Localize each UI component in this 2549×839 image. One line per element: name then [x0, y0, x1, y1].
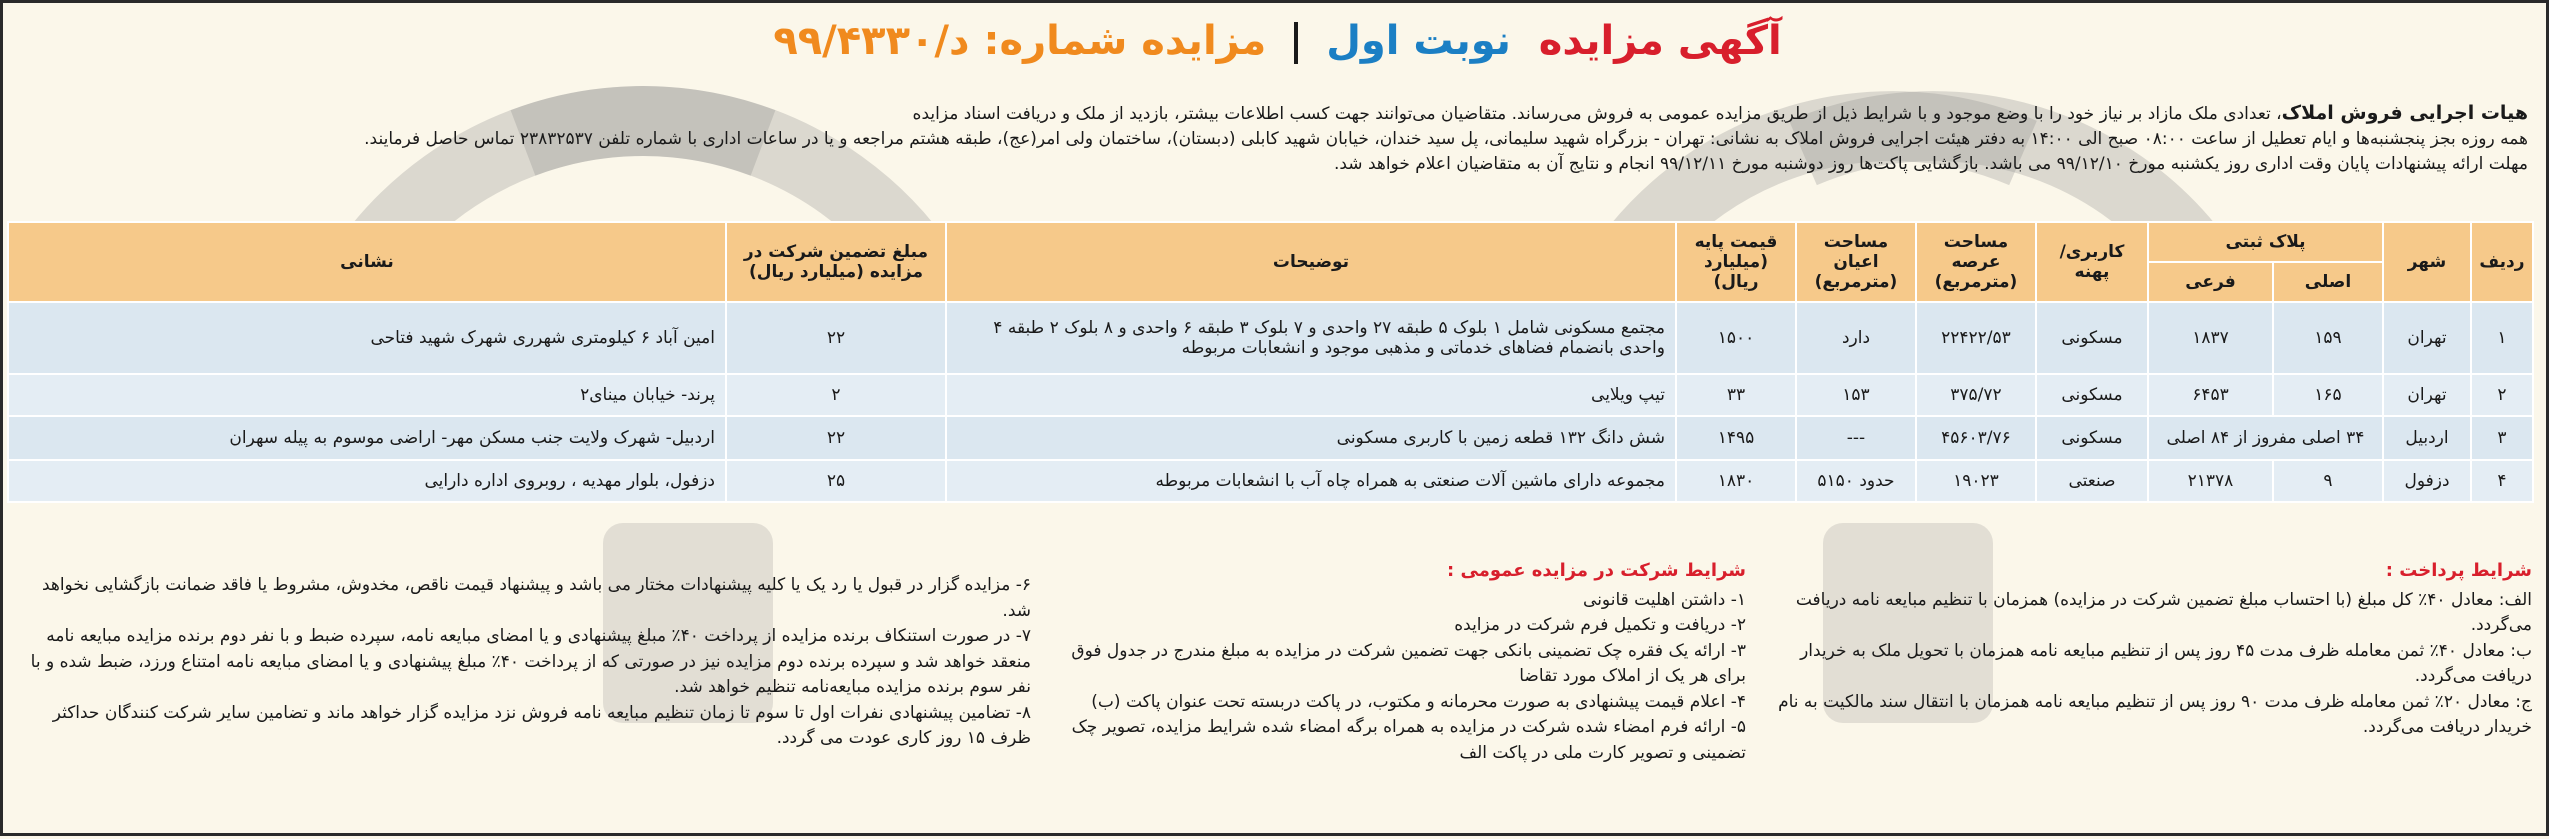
cell-city: دزفول	[2383, 460, 2471, 502]
cell-address: امین آباد ۶ کیلومتری شهرری شهرک شهید فتاحی	[8, 302, 726, 374]
cell-plaque-main: ۱۶۵	[2273, 374, 2383, 416]
conditions-title: شرایط شرکت در مزایده عمومی :	[1447, 560, 1746, 581]
header-plaque-sub: فرعی	[2148, 262, 2273, 302]
condition-item: ۳- ارائه یک فقره چک تضمینی بانکی جهت تضمین شرکت در مزایده به مبلغ مندرج در جدول فوق برای هر یک از املاک مورد تقاضا	[1071, 640, 1746, 686]
payment-term-b: ب: معادل ۴۰٪ ثمن معامله ظرف مدت ۴۵ روز پس از تنظیم مبایعه نامه همزمان با تحویل ملک به خریدار دریافت می‌گردد.	[1800, 640, 2532, 686]
rule-item: ۶- مزایده گزار در قبول یا رد یک یا کلیه پیشنهادات مختار می باشد و پیشنهاد قیمت ناقص، مخدوش، مشروط یا فاقد ضمانت بازگشایی نخواهد شد.	[41, 575, 1031, 621]
cell-land-area: ۴۵۶۰۳/۷۶	[1916, 416, 2036, 460]
cell-building-area: ۱۵۳	[1796, 374, 1916, 416]
header-city: شهر	[2383, 222, 2471, 302]
board-name: هیات اجرایی فروش املاک	[2281, 102, 2528, 124]
cell-address: دزفول، بلوار مهدیه ، روبروی اداره دارایی	[8, 460, 726, 502]
header-base-price: قیمت پایه (میلیارد ریال)	[1676, 222, 1796, 302]
cell-deposit: ۲	[726, 374, 946, 416]
cell-base-price: ۱۸۳۰	[1676, 460, 1796, 502]
cell-building-area: دارد	[1796, 302, 1916, 374]
condition-item: ۵- ارائه فرم امضاء شده شرکت در مزایده به همراه برگه امضاء شده شرایط مزایده، تصویر چک تضمینی و تصویر کارت ملی در پاکت الف	[1071, 717, 1746, 763]
cell-deposit: ۲۲	[726, 416, 946, 460]
cell-description: شش دانگ ۱۳۲ قطعه زمین با کاربری مسکونی	[946, 416, 1676, 460]
table-row	[8, 302, 2533, 374]
header-usage: کاربری/پهنه	[2036, 222, 2148, 302]
participation-conditions	[1046, 558, 1746, 766]
cell-row-number: ۱	[2471, 302, 2533, 374]
rule-item: ۷- در صورت استنکاف برنده مزایده از پرداخت ۴۰٪ مبلغ پیشنهادی و یا امضای مبایعه نامه، سپرده ضبط و با نفر دوم برنده مزایده مبایعه نامه منعقد خواهد شد و سپرده برنده دوم مزایده نیز در صورتی که از پرداخت ۴۰٪ مبلغ پیشنهادی و یا امضای مبایعه نامه امتناع ورزد، ضبط شده و با نفر سوم برنده مزایده مبایعه‌نامه تنظیم خواهد شد.	[30, 626, 1031, 697]
cell-building-area: ---	[1796, 416, 1916, 460]
cell-description: مجموعه دارای ماشین آلات صنعتی به همراه چاه آب با انشعابات مربوطه	[946, 460, 1676, 502]
intro-line-3: مهلت ارائه پیشنهادات پایان وقت اداری روز یکشنبه مورخ ۹۹/۱۲/۱۰ می باشد. بازگشایی پاکت‌ها روز دوشنبه مورخ ۹۹/۱۲/۱۱ انجام و نتایج آن به متقاضیان اعلام خواهد شد.	[1333, 154, 2528, 174]
condition-item: ۲- دریافت و تکمیل فرم شرکت در مزایده	[1454, 615, 1746, 635]
cell-deposit: ۲۵	[726, 460, 946, 502]
cell-land-area: ۳۷۵/۷۲	[1916, 374, 2036, 416]
payment-terms-title: شرایط پرداخت :	[2385, 560, 2532, 581]
cell-plaque-main: ۱۵۹	[2273, 302, 2383, 374]
cell-description: تیپ ویلایی	[946, 374, 1676, 416]
intro-text	[18, 101, 2528, 177]
property-table	[7, 221, 2534, 503]
payment-term-a: الف: معادل ۴۰٪ کل مبلغ (با احتساب مبلغ تضمین شرکت در مزایده) همزمان با تنظیم مبایعه نامه دریافت می‌گردد.	[1795, 589, 2532, 635]
header-building-area: مساحت اعیان (مترمربع)	[1796, 222, 1916, 302]
cell-usage: صنعتی	[2036, 460, 2148, 502]
cell-city: تهران	[2383, 302, 2471, 374]
cell-base-price: ۳۳	[1676, 374, 1796, 416]
intro-line-1: ، تعدادی ملک مازاد بر نیاز خود را با وضع موجود و با شرایط ذیل از طریق مزایده عمومی به فروش می‌رساند. متقاضیان می‌توانند جهت کسب اطلاعات بیشتر، بازدید از ملک و دریافت اسناد مزایده	[912, 104, 2282, 124]
cell-row-number: ۴	[2471, 460, 2533, 502]
table-row	[8, 374, 2533, 416]
header-plaque: پلاک ثبتی	[2148, 222, 2383, 262]
cell-building-area: حدود ۵۱۵۰	[1796, 460, 1916, 502]
header-deposit: مبلغ تضمین شرکت در مزایده (میلیارد ریال)	[726, 222, 946, 302]
auction-rules	[11, 573, 1031, 752]
cell-plaque-sub: ۶۴۵۳	[2148, 374, 2273, 416]
cell-description: مجتمع مسکونی شامل ۱ بلوک ۵ طبقه ۲۷ واحدی و ۷ بلوک ۳ طبقه ۶ واحدی و ۸ بلوک ۲ طبقه ۴ واحدی بانضمام فضاهای خدماتی و مذهبی موجود و انشعابات مربوطه	[946, 302, 1676, 374]
cell-land-area: ۱۹۰۲۳	[1916, 460, 2036, 502]
cell-plaque-combined: ۳۴ اصلی مفروز از ۸۴ اصلی	[2148, 416, 2383, 460]
auction-number: مزایده شماره: د/۹۹/۴۳۳۰	[773, 18, 1267, 64]
cell-city: اردبیل	[2383, 416, 2471, 460]
cell-usage: مسکونی	[2036, 416, 2148, 460]
cell-plaque-sub: ۲۱۳۷۸	[2148, 460, 2273, 502]
notice-header	[3, 17, 2549, 65]
cell-usage: مسکونی	[2036, 374, 2148, 416]
payment-terms	[1762, 558, 2532, 741]
table-row	[8, 416, 2533, 460]
intro-line-2: همه روزه بجز پنجشنبه‌ها و ایام تعطیل از ساعت ۰۸:۰۰ صبح الی ۱۴:۰۰ به دفتر هیئت اجرایی فروش املاک به نشانی: تهران - بزرگراه شهید سلیمانی، پل سید خندان، خیابان شهید کابلی (دبستان)، ساختمان ولی امر(عج)، طبقه هشتم مراجعه و یا در ساعات اداری با شماره تلفن ۲۳۸۳۲۵۳۷ تماس حاصل فرمایند.	[364, 129, 2528, 149]
cell-base-price: ۱۴۹۵	[1676, 416, 1796, 460]
cell-address: اردبیل- شهرک ولایت جنب مسکن مهر- اراضی موسوم به پیله سهران	[8, 416, 726, 460]
payment-term-c: ج: معادل ۲۰٪ ثمن معامله ظرف مدت ۹۰ روز پس از تنظیم مبایعه نامه همزمان با انتقال سند مالکیت به نام خریدار دریافت می‌گردد.	[1778, 691, 2532, 737]
cell-row-number: ۳	[2471, 416, 2533, 460]
cell-land-area: ۲۲۴۲۲/۵۳	[1916, 302, 2036, 374]
header-plaque-main: اصلی	[2273, 262, 2383, 302]
cell-deposit: ۲۲	[726, 302, 946, 374]
cell-base-price: ۱۵۰۰	[1676, 302, 1796, 374]
cell-plaque-sub: ۱۸۳۷	[2148, 302, 2273, 374]
condition-item: ۴- اعلام قیمت پیشنهادی به صورت محرمانه و مکتوب، در پاکت دربسته تحت عنوان پاکت (ب)	[1091, 691, 1746, 712]
cell-plaque-main: ۹	[2273, 460, 2383, 502]
cell-usage: مسکونی	[2036, 302, 2148, 374]
header-address: نشانی	[8, 222, 726, 302]
table-row	[8, 460, 2533, 502]
notice-title: آگهی مزایده	[1538, 18, 1782, 64]
header-land-area: مساحت عرصه (مترمربع)	[1916, 222, 2036, 302]
condition-item: ۱- داشتن اهلیت قانونی	[1583, 589, 1746, 610]
rule-item: ۸- تضامین پیشنهادی نفرات اول تا سوم تا زمان تنظیم مبایعه نامه فروش نزد مزایده گزار خواهد ماند و تضامین سایر شرکت کنندگان حداکثر ظرف ۱۵ روز کاری عودت می گردد.	[52, 702, 1031, 748]
cell-address: پرند- خیابان مینای۲	[8, 374, 726, 416]
cell-city: تهران	[2383, 374, 2471, 416]
round-label: نوبت اول	[1326, 18, 1511, 64]
header-row-number: ردیف	[2471, 222, 2533, 302]
cell-row-number: ۲	[2471, 374, 2533, 416]
header-description: توضیحات	[946, 222, 1676, 302]
header-divider	[1294, 22, 1298, 64]
